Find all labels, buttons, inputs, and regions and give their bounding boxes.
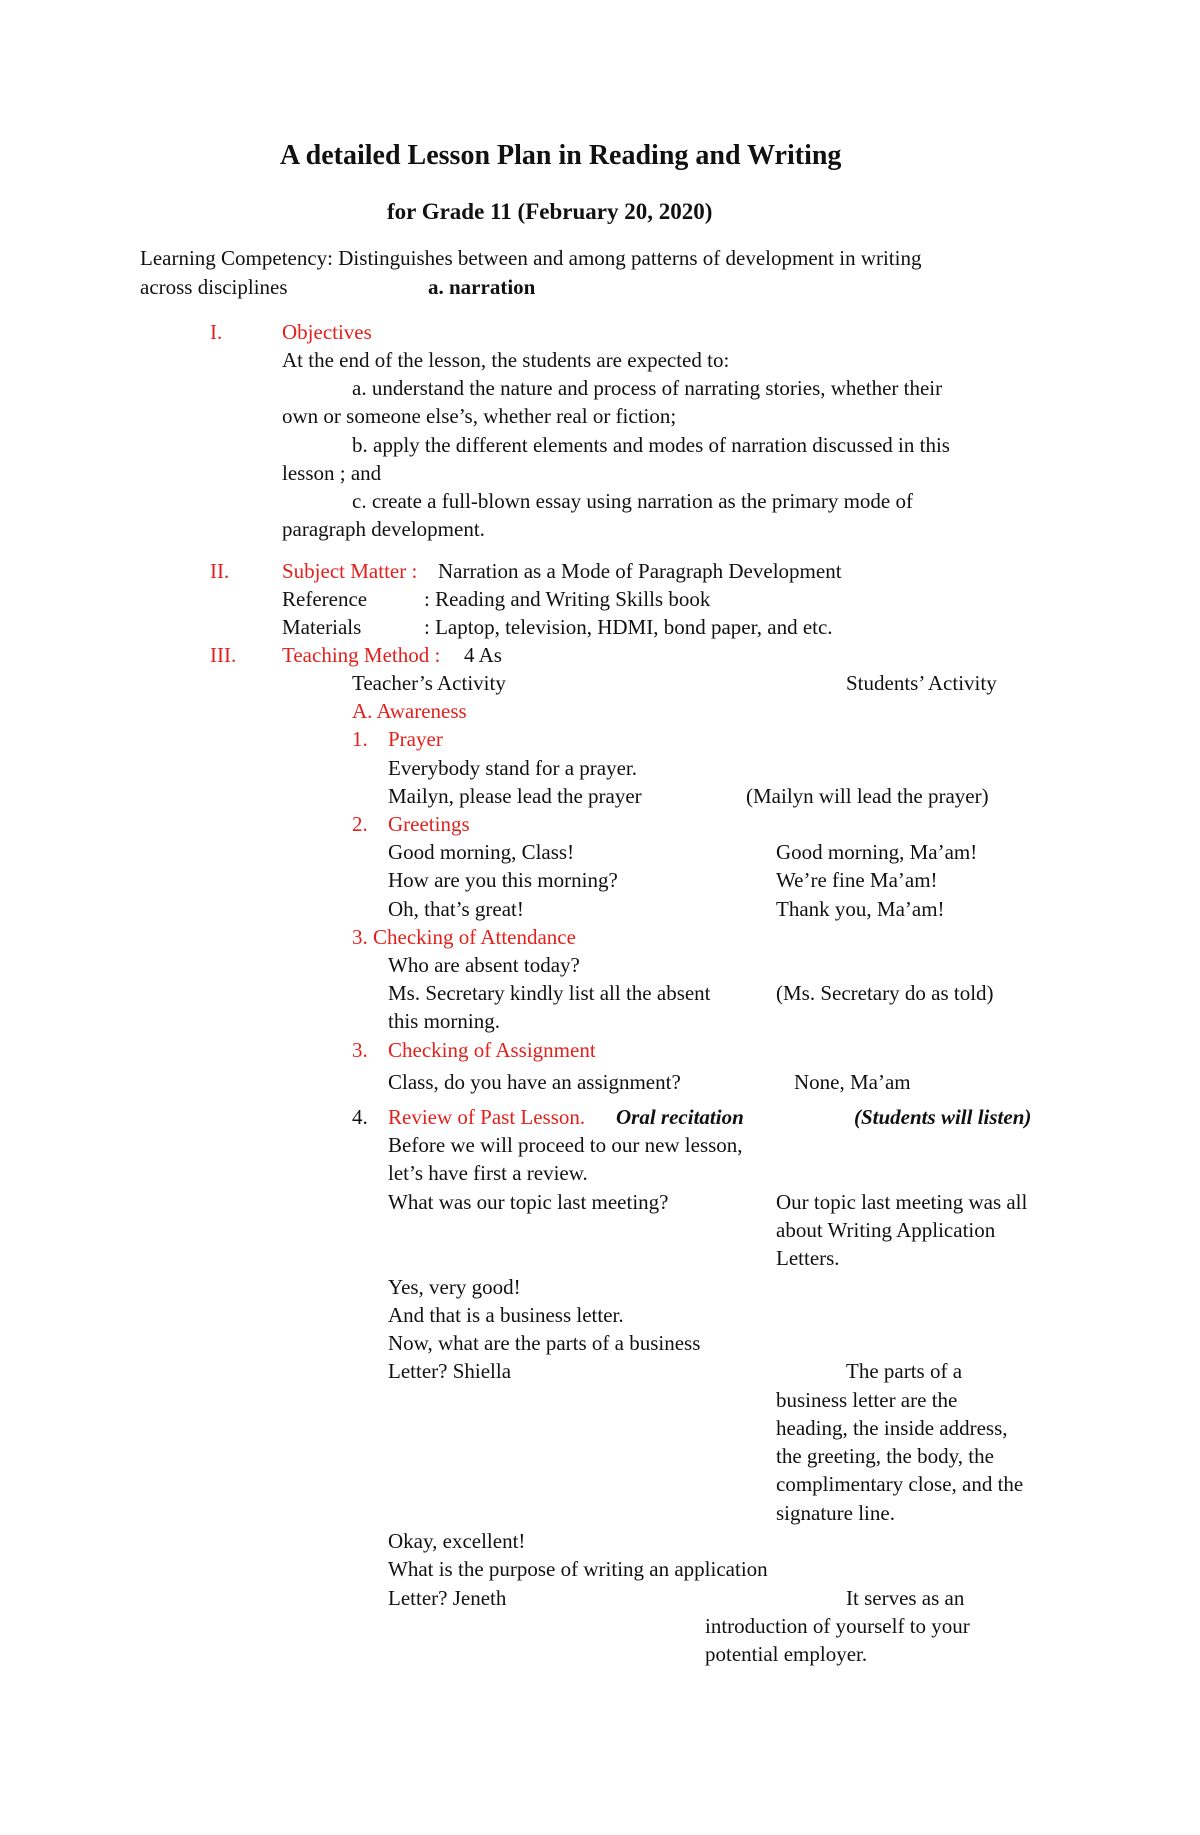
materials-label: Materials (282, 615, 362, 639)
review-teacher-line3: What was our topic last meeting? (388, 1190, 669, 1214)
section1-number: I. (210, 320, 223, 344)
reference-value: : Reading and Writing Skills book (424, 587, 711, 611)
prayer-number: 1. (352, 727, 368, 751)
objective-a-line2: own or someone else’s, whether real or fiction; (282, 404, 677, 428)
review-teacher-line5: And that is a business letter. (388, 1303, 624, 1327)
greet-student-line3: Thank you, Ma’am! (776, 897, 945, 921)
reference-label: Reference (282, 587, 368, 611)
page-title: A detailed Lesson Plan in Reading and Writing (280, 140, 842, 171)
greetings-heading: Greetings (388, 812, 470, 836)
attendance-teacher-line1: Who are absent today? (388, 953, 580, 977)
objective-c-line2: paragraph development. (282, 517, 485, 541)
section2-heading: Subject Matter : (282, 559, 418, 583)
prayer-heading: Prayer (388, 727, 443, 751)
attendance-student-line1: (Ms. Secretary do as told) (776, 981, 994, 1005)
section3-number: III. (210, 643, 237, 667)
greetings-number: 2. (352, 812, 368, 836)
prayer-teacher-line2: Mailyn, please lead the prayer (388, 784, 642, 808)
review-teacher-line4: Yes, very good! (388, 1275, 521, 1299)
review-teacher-line8: Okay, excellent! (388, 1529, 526, 1553)
review-teacher-line10: Letter? Jeneth (388, 1586, 507, 1610)
review-teacher-line1: Before we will proceed to our new lesson, (388, 1133, 743, 1157)
assignment-teacher-line1: Class, do you have an assignment? (388, 1070, 681, 1094)
competency-line1: Learning Competency: Distinguishes between and among patterns of development in writing (140, 246, 922, 270)
subject-topic: Narration as a Mode of Paragraph Development (438, 559, 842, 583)
prayer-student-line1: (Mailyn will lead the prayer) (746, 784, 989, 808)
review-student-line11: introduction of yourself to your (705, 1614, 970, 1638)
review-number: 4. (352, 1105, 368, 1129)
review-teacher-line9: What is the purpose of writing an application (388, 1557, 768, 1581)
attendance-heading: 3. Checking of Attendance (352, 925, 576, 949)
review-student-line3: Letters. (776, 1246, 840, 1270)
objective-a-line1: a. understand the nature and process of narrating stories, whether their (352, 376, 943, 400)
greet-teacher-line3: Oh, that’s great! (388, 897, 524, 921)
competency-line2: across disciplines (140, 275, 288, 299)
greet-teacher-line1: Good morning, Class! (388, 840, 575, 864)
greet-teacher-line2: How are you this morning? (388, 868, 618, 892)
assignment-student-line1: None, Ma’am (794, 1070, 911, 1094)
materials-value: : Laptop, television, HDMI, bond paper, and etc. (424, 615, 833, 639)
teaching-method: 4 As (464, 643, 502, 667)
objective-b-line2: lesson ; and (282, 461, 382, 485)
review-student-line6: heading, the inside address, (776, 1416, 1008, 1440)
review-student-line1: Our topic last meeting was all (776, 1190, 1028, 1214)
objectives-intro: At the end of the lesson, the students are expected to: (282, 348, 730, 372)
greet-student-line2: We’re fine Ma’am! (776, 868, 938, 892)
review-student-line8: complimentary close, and the (776, 1472, 1024, 1496)
prayer-teacher-line1: Everybody stand for a prayer. (388, 756, 637, 780)
attendance-teacher-line3: this morning. (388, 1009, 501, 1033)
review-student-line2: about Writing Application (776, 1218, 996, 1242)
review-student-line10: It serves as an (846, 1586, 965, 1610)
review-student-line7: the greeting, the body, the (776, 1444, 994, 1468)
review-student-line9: signature line. (776, 1501, 895, 1525)
greet-student-line1: Good morning, Ma’am! (776, 840, 978, 864)
review-student-listen: (Students will listen) (854, 1105, 1032, 1129)
review-student-line12: potential employer. (705, 1642, 868, 1666)
review-mode: Oral recitation (616, 1105, 744, 1129)
review-teacher-line2: let’s have first a review. (388, 1161, 588, 1185)
column-teacher-heading: Teacher’s Activity (352, 671, 506, 695)
assignment-heading: Checking of Assignment (388, 1038, 596, 1062)
objective-c-line1: c. create a full-blown essay using narration as the primary mode of (352, 489, 913, 513)
column-students-heading: Students’ Activity (846, 671, 997, 695)
section2-number: II. (210, 559, 230, 583)
review-student-line4: The parts of a (846, 1359, 963, 1383)
page-subtitle: for Grade 11 (February 20, 2020) (387, 199, 713, 224)
review-heading: Review of Past Lesson. (388, 1105, 586, 1129)
review-teacher-line6: Now, what are the parts of a business (388, 1331, 701, 1355)
review-student-line5: business letter are the (776, 1388, 958, 1412)
section1-heading: Objectives (282, 320, 372, 344)
assignment-number: 3. (352, 1038, 368, 1062)
attendance-teacher-line2: Ms. Secretary kindly list all the absent (388, 981, 711, 1005)
awareness-heading: A. Awareness (352, 699, 467, 723)
competency-item: a. narration (428, 275, 536, 299)
review-teacher-line7: Letter? Shiella (388, 1359, 512, 1383)
objective-b-line1: b. apply the different elements and modes of narration discussed in this (352, 433, 950, 457)
section3-heading: Teaching Method : (282, 643, 441, 667)
